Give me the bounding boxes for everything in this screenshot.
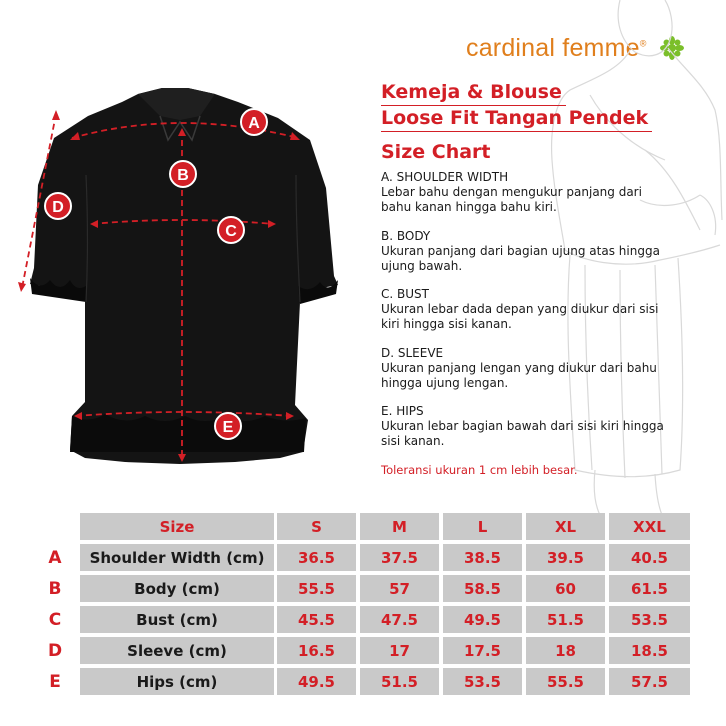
description-heading: A. SHOULDER WIDTH — [381, 170, 509, 184]
value-m: 51.5 — [360, 668, 439, 695]
value-m: 57 — [360, 575, 439, 602]
svg-text:B: B — [177, 167, 189, 184]
table-header-row — [35, 513, 695, 540]
marker-c — [218, 217, 244, 243]
description-shoulder-width — [381, 170, 671, 215]
value-l: 58.5 — [443, 575, 522, 602]
value-s: 36.5 — [277, 544, 356, 571]
value-xxl: 40.5 — [609, 544, 690, 571]
value-xl: 39.5 — [526, 544, 605, 571]
row-label: Hips (cm) — [80, 668, 274, 695]
shirt-illustration — [10, 80, 355, 480]
row-letter: C — [35, 606, 75, 633]
value-xl: 60 — [526, 575, 605, 602]
row-label: Bust (cm) — [80, 606, 274, 633]
size-chart-heading: Size Chart — [381, 141, 491, 163]
description-sleeve — [381, 346, 671, 391]
value-l: 53.5 — [443, 668, 522, 695]
value-xxl: 61.5 — [609, 575, 690, 602]
description-hips — [381, 404, 671, 449]
title-line-1: Kemeja & Blouse — [381, 81, 562, 103]
description-text: Lebar bahu dengan mengukur panjang dari bahu kanan hingga bahu kiri. — [381, 185, 642, 214]
value-xxl: 57.5 — [609, 668, 690, 695]
header-s: S — [277, 513, 356, 540]
header-m: M — [360, 513, 439, 540]
value-s: 55.5 — [277, 575, 356, 602]
title-line-2: Loose Fit Tangan Pendek — [381, 107, 649, 129]
header-l: L — [443, 513, 522, 540]
row-letter: D — [35, 637, 75, 664]
value-xl: 51.5 — [526, 606, 605, 633]
tolerance-note: Toleransi ukuran 1 cm lebih besar. — [381, 463, 578, 477]
value-l: 38.5 — [443, 544, 522, 571]
marker-b — [170, 161, 196, 187]
marker-d — [45, 193, 71, 219]
description-bust — [381, 287, 671, 332]
description-text: Ukuran panjang lengan yang diukur dari bahu hingga ujung lengan. — [381, 361, 657, 390]
value-xl: 55.5 — [526, 668, 605, 695]
table-row — [35, 544, 695, 571]
description-text: Ukuran panjang dari bagian ujung atas hingga ujung bawah. — [381, 244, 660, 273]
svg-text:D: D — [52, 199, 64, 216]
value-l: 49.5 — [443, 606, 522, 633]
value-xxl: 18.5 — [609, 637, 690, 664]
table-row — [35, 606, 695, 633]
registered-mark: ® — [639, 38, 647, 49]
row-label: Shoulder Width (cm) — [80, 544, 274, 571]
description-text: Ukuran lebar dada depan yang diukur dari sisi kiri hingga sisi kanan. — [381, 302, 659, 331]
value-m: 37.5 — [360, 544, 439, 571]
row-label: Body (cm) — [80, 575, 274, 602]
value-xl: 18 — [526, 637, 605, 664]
header-size: Size — [80, 513, 274, 540]
value-xxl: 53.5 — [609, 606, 690, 633]
table-row — [35, 575, 695, 602]
row-letter: E — [35, 668, 75, 695]
title-underline-1 — [381, 105, 566, 106]
description-heading: C. BUST — [381, 287, 429, 301]
row-letter: B — [35, 575, 75, 602]
row-letter: A — [35, 544, 75, 571]
row-label: Sleeve (cm) — [80, 637, 274, 664]
header-xl: XL — [526, 513, 605, 540]
value-s: 45.5 — [277, 606, 356, 633]
description-heading: D. SLEEVE — [381, 346, 444, 360]
shirt-body — [30, 88, 338, 464]
description-body — [381, 229, 671, 274]
marker-e — [215, 413, 241, 439]
title-underline-2 — [381, 131, 652, 132]
svg-text:C: C — [225, 223, 237, 240]
marker-a — [241, 109, 267, 135]
value-s: 16.5 — [277, 637, 356, 664]
brand-name: cardinal femme — [466, 34, 640, 62]
value-l: 17.5 — [443, 637, 522, 664]
description-heading: E. HIPS — [381, 404, 424, 418]
value-m: 17 — [360, 637, 439, 664]
size-table — [35, 513, 695, 698]
value-s: 49.5 — [277, 668, 356, 695]
svg-text:E: E — [222, 419, 234, 436]
description-heading: B. BODY — [381, 229, 431, 243]
description-text: Ukuran lebar bagian bawah dari sisi kiri hingga sisi kanan. — [381, 419, 664, 448]
svg-text:A: A — [248, 115, 260, 132]
header-xxl: XXL — [609, 513, 690, 540]
table-row — [35, 668, 695, 695]
table-row — [35, 637, 695, 664]
value-m: 47.5 — [360, 606, 439, 633]
